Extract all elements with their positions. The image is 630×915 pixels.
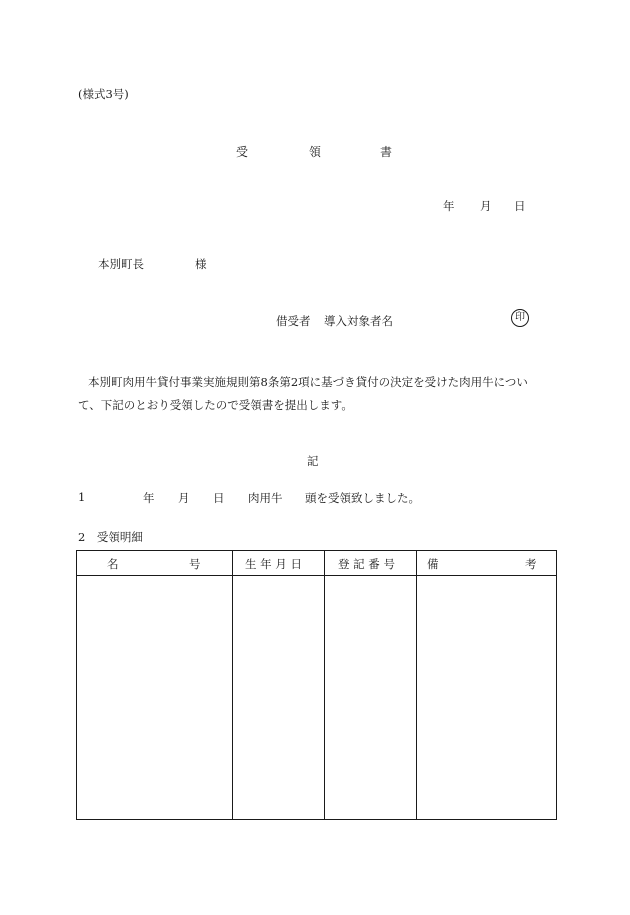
- header-registration: [325, 551, 417, 576]
- header-name: [77, 551, 233, 576]
- item-1-text: 頭を受領致しました。: [305, 491, 420, 505]
- seal-mark: 印: [511, 309, 529, 327]
- date-month: 月: [480, 199, 492, 213]
- cell-remarks[interactable]: [417, 576, 557, 820]
- borrower-name-label: 導入対象者名: [324, 314, 393, 328]
- receipt-detail-table: [76, 550, 557, 820]
- form-number: (様式3号): [78, 87, 129, 101]
- cell-name[interactable]: [77, 576, 233, 820]
- header-name-char-2: 号: [189, 557, 201, 571]
- header-remarks-char-1: 備: [427, 557, 439, 571]
- body-paragraph: [78, 371, 558, 417]
- header-remarks-char-2: 考: [525, 557, 537, 571]
- borrower-label: 借受者: [276, 314, 311, 328]
- ki-heading: 記: [307, 454, 319, 468]
- title-char-3: 書: [380, 145, 393, 159]
- item-1-year: 年: [143, 491, 155, 505]
- header-remarks: [417, 551, 557, 576]
- item-1-day: 日: [213, 491, 225, 505]
- item-1-cattle: 肉用牛: [248, 491, 283, 505]
- body-line-2: て、下記のとおり受領したので受領書を提出します。: [78, 398, 353, 412]
- cell-registration[interactable]: [325, 576, 417, 820]
- addressee-honorific: 様: [195, 257, 207, 271]
- header-registration-label: 登 記 番 号: [338, 557, 395, 571]
- item-2-label: 2 受領明細: [78, 530, 143, 544]
- header-birthdate-label: 生 年 月 日: [245, 557, 302, 571]
- date-day: 日: [514, 199, 526, 213]
- date-year: 年: [443, 199, 455, 213]
- item-1-number: 1: [78, 490, 86, 504]
- addressee-name: 本別町長: [98, 257, 144, 271]
- header-birthdate: [233, 551, 325, 576]
- header-name-char-1: 名: [107, 557, 119, 571]
- item-1-month: 月: [178, 491, 190, 505]
- title-char-1: 受: [236, 145, 249, 159]
- cell-birthdate[interactable]: [233, 576, 325, 820]
- table-header-row: [77, 551, 557, 576]
- table-body-row: [77, 576, 557, 820]
- body-line-1: 本別町肉用牛貸付事業実施規則第8条第2項に基づき貸付の決定を受けた肉用牛につい: [88, 375, 528, 389]
- title-char-2: 領: [309, 145, 322, 159]
